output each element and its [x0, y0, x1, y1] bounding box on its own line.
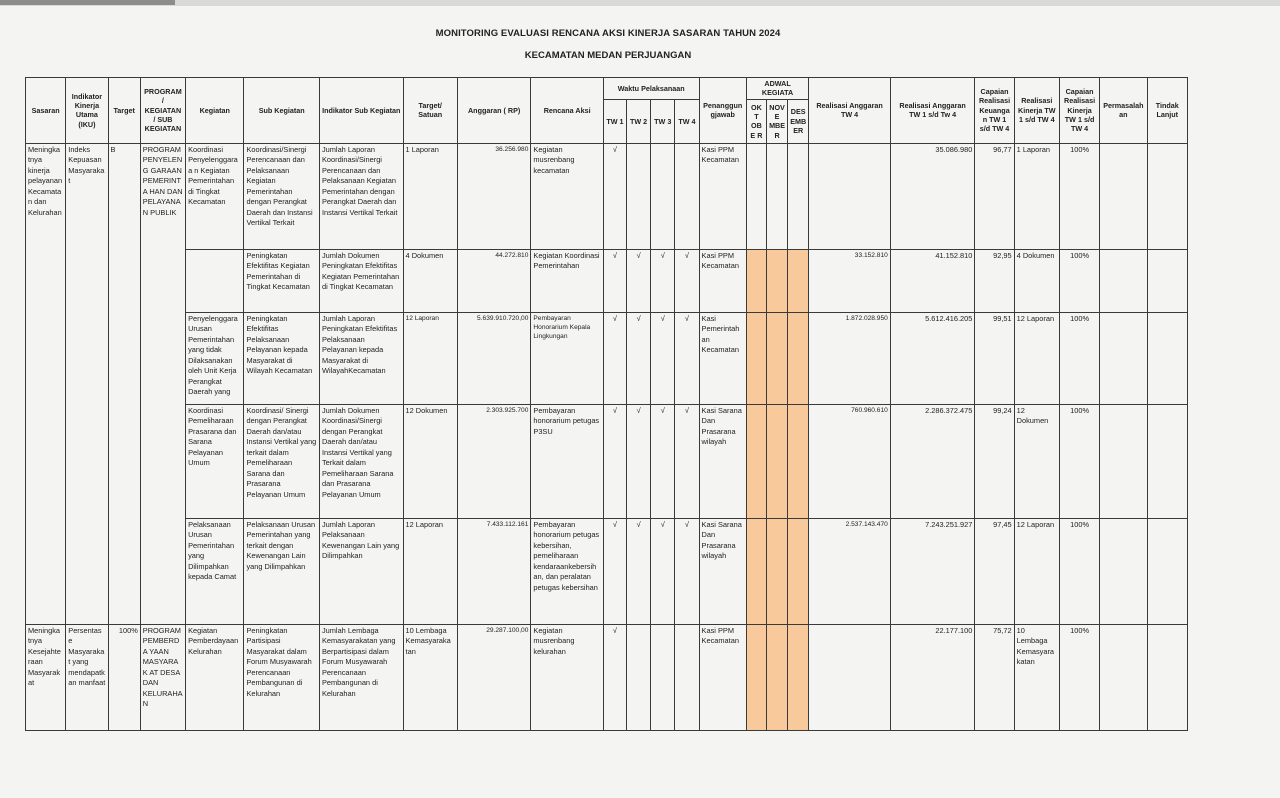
col-program: PROGRAM / KEGIATAN / SUB KEGIATAN	[140, 78, 185, 144]
page-subtitle: KECAMATAN MEDAN PERJUANGAN	[524, 50, 692, 61]
iku-cell: Indeks Kepuasan Masyaraka t	[66, 143, 108, 624]
table-row	[26, 143, 1188, 249]
target-satuan-cell: 4 Dokumen	[403, 249, 457, 312]
nov-cell	[766, 518, 787, 624]
nov-cell	[766, 249, 787, 312]
penanggung-cell: Kasi PPM Kecamatan	[699, 624, 746, 730]
nov-cell	[766, 404, 787, 518]
anggaran-cell: 29.287.100,00	[457, 624, 531, 730]
sub-kegiatan-cell: Pelaksanaan Urusan Pemerintahan yang terkait dengan Kewenangan Lain yang Dilimpahkan	[244, 518, 320, 624]
col-jadwal: ADWAL KEGIATA	[746, 78, 808, 100]
iku-cell: Persentase Masyaraka t yang mendapatk an manfaat	[66, 624, 108, 730]
target-satuan-cell: 12 Dokumen	[403, 404, 457, 518]
anggaran-cell: 36.256.980	[457, 143, 531, 249]
okt-cell	[746, 624, 766, 730]
real-kinerja-cell: 12 Laporan	[1014, 312, 1059, 404]
okt-cell	[746, 312, 766, 404]
sub-kegiatan-cell: Peningkatan Partisipasi Masyarakat dalam Forum Musyawarah Perencanaan Pembangunan di Kelurahan	[244, 624, 320, 730]
col-sasaran: Sasaran	[26, 78, 66, 144]
indikator-cell: Jumlah Laporan Koordinasi/Sinergi Perencanaan dan Pelaksanaan Kegiatan Pemerintahan dengan Perangkat Daerah dan Instansi Vertikal Terkait	[319, 143, 403, 249]
target-satuan-cell: 10 Lembaga Kemasyaraka tan	[403, 624, 457, 730]
col-permasalahan: Permasalah an	[1100, 78, 1147, 144]
real-total-cell: 2.286.372.475	[890, 404, 975, 518]
tw1-cell: √	[603, 518, 626, 624]
real-tw4-cell: 760.960.610	[809, 404, 891, 518]
penanggung-cell: Kasi PPM Kecamatan	[699, 249, 746, 312]
sasaran-cell: Meningka tnya kinerja pelayanan Kecamata n dan Kelurahan	[26, 143, 66, 624]
tw4-cell: √	[675, 249, 699, 312]
permasalahan-cell	[1100, 249, 1147, 312]
col-tindak: Tindak Lanjut	[1147, 78, 1187, 144]
tw4-cell: √	[675, 404, 699, 518]
des-cell	[788, 249, 809, 312]
table-row	[26, 518, 1188, 624]
real-kinerja-cell: 12 Laporan	[1014, 518, 1059, 624]
monitoring-table	[25, 77, 1188, 731]
real-tw4-cell	[809, 143, 891, 249]
tw2-cell	[627, 143, 651, 249]
col-iku: Indikator Kinerja Utama (IKU)	[66, 78, 108, 144]
col-target-satuan: Target/ Satuan	[403, 78, 457, 144]
des-cell	[788, 312, 809, 404]
tw1-cell: √	[603, 143, 626, 249]
real-total-cell: 35.086.980	[890, 143, 975, 249]
col-tw4: TW 4	[675, 99, 699, 143]
tindak-cell	[1147, 312, 1187, 404]
capaian-keu-cell: 92,95	[975, 249, 1014, 312]
sasaran-cell: Meningka tnya Kesejahte raan Masyarak at	[26, 624, 66, 730]
tw1-cell: √	[603, 249, 626, 312]
tindak-cell	[1147, 404, 1187, 518]
tw3-cell: √	[651, 312, 675, 404]
capaian-keu-cell: 75,72	[975, 624, 1014, 730]
col-real-tw1-4: Realisasi Anggaran TW 1 s/d Tw 4	[890, 78, 975, 144]
tw4-cell	[675, 143, 699, 249]
table-row	[26, 404, 1188, 518]
tindak-cell	[1147, 143, 1187, 249]
permasalahan-cell	[1100, 518, 1147, 624]
okt-cell	[746, 518, 766, 624]
capaian-keu-cell: 99,24	[975, 404, 1014, 518]
sub-kegiatan-cell: Koordinasi/Sinergi Perencanaan dan Pelaksanaan Kegiatan Pemerintahan dengan Perangkat Daerah dan Instansi Vertikal Terkait	[244, 143, 320, 249]
col-target: Target	[108, 78, 140, 144]
target-satuan-cell: 1 Laporan	[403, 143, 457, 249]
col-rencana-aksi: Rencana Aksi	[531, 78, 603, 144]
kegiatan-cell: Pelaksanaan Urusan Pemerintahan yang Dilimpahkan kepada Camat	[186, 518, 244, 624]
table-row	[26, 249, 1188, 312]
sub-kegiatan-cell: Koordinasi/ Sinergi dengan Perangkat Daerah dan/atau Instansi Vertikal yang terkait dalam Pemeliharaan Sarana dan Prasarana Pelayanan Umum	[244, 404, 320, 518]
sub-kegiatan-cell: Peningkatan Efektifitas Kegiatan Pemerintahan di Tingkat Kecamatan	[244, 249, 320, 312]
target-cell: 100%	[108, 624, 140, 730]
real-total-cell: 22.177.100	[890, 624, 975, 730]
nov-cell	[766, 312, 787, 404]
real-kinerja-cell: 1 Laporan	[1014, 143, 1059, 249]
tw4-cell: √	[675, 312, 699, 404]
tw1-cell: √	[603, 404, 626, 518]
indikator-cell: Jumlah Dokumen Peningkatan Efektifitas Kegiatan Pemerintahan di Tingkat Kecamatan	[319, 249, 403, 312]
col-sub-kegiatan: Sub Kegiatan	[244, 78, 320, 144]
col-des: DES EMB ER	[788, 99, 809, 143]
okt-cell	[746, 143, 766, 249]
indikator-cell: Jumlah Laporan Peningkatan Efektifitas Pelaksanaan Pelayanan kepada Masyarakat di WilayahKecamatan	[319, 312, 403, 404]
top-scan-bar	[0, 0, 1280, 6]
anggaran-cell: 5.639.910.720,00	[457, 312, 531, 404]
penanggung-cell: Kasi Sarana Dan Prasarana wilayah	[699, 404, 746, 518]
tw3-cell: √	[651, 249, 675, 312]
target-satuan-cell: 12 Laporan	[403, 518, 457, 624]
tw4-cell	[675, 624, 699, 730]
col-tw3: TW 3	[651, 99, 675, 143]
table-row	[26, 312, 1188, 404]
page-title: MONITORING EVALUASI RENCANA AKSI KINERJA SASARAN TAHUN 2024	[435, 28, 781, 39]
target-satuan-cell: 12 Laporan	[403, 312, 457, 404]
tw1-cell: √	[603, 312, 626, 404]
tw3-cell: √	[651, 518, 675, 624]
capaian-kinerja-cell: 100%	[1059, 143, 1099, 249]
okt-cell	[746, 404, 766, 518]
kegiatan-cell: Koordinasi Penyelenggaraa n Kegiatan Pemerintahan di Tingkat Kecamatan	[186, 143, 244, 249]
okt-cell	[746, 249, 766, 312]
tw2-cell: √	[627, 312, 651, 404]
col-real-kinerja: Realisasi Kinerja TW 1 s/d TW 4	[1014, 78, 1059, 144]
anggaran-cell: 2.303.925.700	[457, 404, 531, 518]
tindak-cell	[1147, 624, 1187, 730]
capaian-kinerja-cell: 100%	[1059, 624, 1099, 730]
permasalahan-cell	[1100, 143, 1147, 249]
tw3-cell	[651, 624, 675, 730]
col-nov: NOVE MBE R	[766, 99, 787, 143]
permasalahan-cell	[1100, 624, 1147, 730]
des-cell	[788, 518, 809, 624]
real-tw4-cell: 1.872.028.950	[809, 312, 891, 404]
indikator-cell: Jumlah Dokumen Koordinasi/Sinergi dengan Perangkat Daerah dan/atau Instansi Vertikal yang Terkait dalam Pemeliharaan Sarana dan Prasarana Pelayanan Umum	[319, 404, 403, 518]
rencana-aksi-cell: Kegiatan musrenbang kecamatan	[531, 143, 603, 249]
rencana-aksi-cell: Pembayaran honorarium petugas P3SU	[531, 404, 603, 518]
capaian-keu-cell: 96,77	[975, 143, 1014, 249]
rencana-aksi-cell: Pembayaran Honorarium Kepala Lingkungan	[531, 312, 603, 404]
nov-cell	[766, 624, 787, 730]
program-cell: PROGRAM PEMBERDA YAAN MASYARAK AT DESA DAN KELURAHA N	[140, 624, 185, 730]
capaian-kinerja-cell: 100%	[1059, 312, 1099, 404]
tw3-cell	[651, 143, 675, 249]
real-tw4-cell: 33.152.810	[809, 249, 891, 312]
sub-kegiatan-cell: Peningkatan Efektifitas Pelaksanaan Pelayanan kepada Masyarakat di Wilayah Kecamatan	[244, 312, 320, 404]
capaian-keu-cell: 99,51	[975, 312, 1014, 404]
tw3-cell: √	[651, 404, 675, 518]
des-cell	[788, 624, 809, 730]
indikator-cell: Jumlah Laporan Pelaksanaan Kewenangan Lain yang Dilimpahkan	[319, 518, 403, 624]
real-kinerja-cell: 4 Dokumen	[1014, 249, 1059, 312]
tw2-cell	[627, 624, 651, 730]
real-kinerja-cell: 10 Lembaga Kemasyara katan	[1014, 624, 1059, 730]
permasalahan-cell	[1100, 312, 1147, 404]
des-cell	[788, 143, 809, 249]
tw2-cell: √	[627, 404, 651, 518]
tindak-cell	[1147, 249, 1187, 312]
des-cell	[788, 404, 809, 518]
rencana-aksi-cell: Pembayaran honorarium petugas kebersihan, pemeliharaan kendaraankebersih an, dan peralatan petugas kebersihan	[531, 518, 603, 624]
col-tw2: TW 2	[627, 99, 651, 143]
capaian-kinerja-cell: 100%	[1059, 249, 1099, 312]
col-tw1: TW 1	[603, 99, 626, 143]
permasalahan-cell	[1100, 404, 1147, 518]
kegiatan-cell: Penyelenggara Urusan Pemerintahan yang tidak Dilaksanakan oleh Unit Kerja Perangkat Daerah yang	[186, 312, 244, 404]
tw2-cell: √	[627, 249, 651, 312]
tindak-cell	[1147, 518, 1187, 624]
rencana-aksi-cell: Kegiatan musrenbang kelurahan	[531, 624, 603, 730]
col-kegiatan: Kegiatan	[186, 78, 244, 144]
col-capaian-keu: Capaian Realisasi Keuangan TW 1 s/d TW 4	[975, 78, 1014, 144]
real-total-cell: 41.152.810	[890, 249, 975, 312]
rencana-aksi-cell: Kegiatan Koordinasi Pemerintahan	[531, 249, 603, 312]
col-capaian-kinerja: Capaian Realisasi Kinerja TW 1 s/d TW 4	[1059, 78, 1099, 144]
top-scan-bar-dark	[0, 0, 175, 5]
capaian-kinerja-cell: 100%	[1059, 404, 1099, 518]
real-tw4-cell: 2.537.143.470	[809, 518, 891, 624]
col-penanggung: Penanggun gjawab	[699, 78, 746, 144]
indikator-cell: Jumlah Lembaga Kemasyarakatan yang Berpartisipasi dalam Forum Musyawarah Perencanaan Pembangunan di Kelurahan	[319, 624, 403, 730]
nov-cell	[766, 143, 787, 249]
col-waktu: Waktu Pelaksanaan	[603, 78, 699, 100]
capaian-keu-cell: 97,45	[975, 518, 1014, 624]
tw4-cell: √	[675, 518, 699, 624]
anggaran-cell: 44.272.810	[457, 249, 531, 312]
capaian-kinerja-cell: 100%	[1059, 518, 1099, 624]
real-total-cell: 5.612.416.205	[890, 312, 975, 404]
tw1-cell: √	[603, 624, 626, 730]
real-total-cell: 7.243.251.927	[890, 518, 975, 624]
col-anggaran: Anggaran ( RP)	[457, 78, 531, 144]
penanggung-cell: Kasi PPM Kecamatan	[699, 143, 746, 249]
col-real-tw4: Realisasi Anggaran TW 4	[809, 78, 891, 144]
real-tw4-cell	[809, 624, 891, 730]
table-row	[26, 624, 1188, 730]
kegiatan-cell: Koordinasi Pemeliharaan Prasarana dan Sarana Pelayanan Umum	[186, 404, 244, 518]
target-cell: B	[108, 143, 140, 624]
kegiatan-cell: Kegiatan Pemberdayaan Kelurahan	[186, 624, 244, 730]
col-indikator-sub: Indikator Sub Kegiatan	[319, 78, 403, 144]
penanggung-cell: Kasi Sarana Dan Prasarana wilayah	[699, 518, 746, 624]
anggaran-cell: 7.433.112.161	[457, 518, 531, 624]
col-okt: OKT OBE R	[746, 99, 766, 143]
real-kinerja-cell: 12 Dokumen	[1014, 404, 1059, 518]
kegiatan-cell	[186, 249, 244, 312]
program-cell: PROGRAM PENYELENG GARAAN PEMERINTA HAN DAN PELAYANAN PUBLIK	[140, 143, 185, 624]
tw2-cell: √	[627, 518, 651, 624]
penanggung-cell: Kasi Pemerintah an Kecamatan	[699, 312, 746, 404]
